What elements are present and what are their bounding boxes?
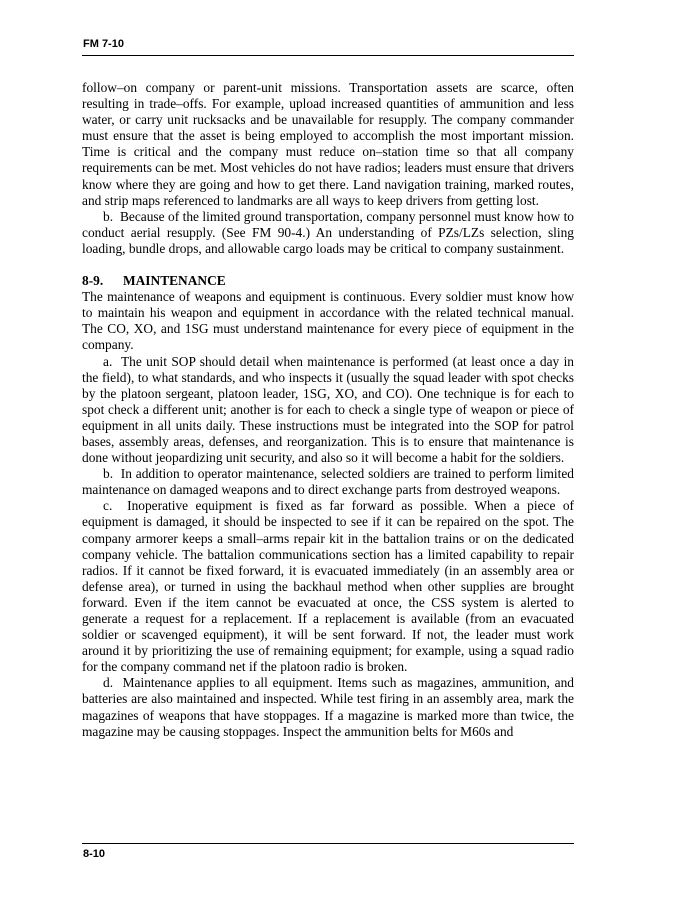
page-number: 8-10 (83, 848, 106, 860)
paragraph-c-inoperative-equipment: c. Inoperative equipment is fixed as far forward as possible. When a piece of equipment is damaged, it should be inspected to see if it can be repaired on the spot. The company armorer keeps a small–arms repair kit in the battalion trains or on the dedicated company vehicle. The battalion communications section has a limited capability to repair radios. If it cannot be fixed forward, it is evacuated immediately (in an assembly area or defense area), or turned in using the backhaul method when other supplies are brought forward. Even if the item cannot be evacuated at once, the CSS system is alerted to generate a request for a replacement. If a replacement is available (from an evacuated soldier or scavenged equipment), it will be sent forward. If not, the leader must work around it by prioritizing the use of remaining equipment; for example, using a squad radio for the company command net if the platoon radio is broken. (82, 498, 574, 675)
header-rule (82, 55, 574, 56)
paragraph-d-all-equipment: d. Maintenance applies to all equipment. Items such as magazines, ammunition, and batteries are also maintained and inspected. While test firing in an assembly area, mark the magazines of weapons that have stoppages. If a magazine is marked more than twice, the magazine may be causing stoppages. Inspect the ammunition belts for M60s and (82, 675, 574, 739)
section-heading (82, 273, 574, 289)
section-title: MAINTENANCE (123, 273, 226, 289)
section-intro: The maintenance of weapons and equipment is continuous. Every soldier must know how to maintain his weapon and equipment in accordance with the related technical manual. The CO, XO, and 1SG must understand maintenance for every piece of equipment in the company. (82, 289, 574, 353)
section-number: 8-9. (82, 273, 104, 289)
paragraph-a-sop: a. The unit SOP should detail when maintenance is performed (at least once a day in the field), to what standards, and who inspects it (usually the squad leader with spot checks by the platoon sergeant, platoon leader, 1SG, XO, and CO). One technique is for each to spot check a different unit; another is for each to check a single type of weapon or piece of equipment in all units daily. These instructions must be integrated into the SOP for patrol bases, assembly areas, defenses, and reorganization. This is to ensure that maintenance is done without jeopardizing unit security, and also so it will become a habit for the soldiers. (82, 353, 574, 466)
paragraph-b-operator-maintenance: b. In addition to operator maintenance, selected soldiers are trained to perform limited maintenance on damaged weapons and to direct exchange parts from destroyed weapons. (82, 466, 574, 498)
body-text (82, 80, 574, 740)
paragraph-continuation: follow–on company or parent-unit missions. Transportation assets are scarce, often resulting in trade–offs. For example, upload increased quantities of ammunition and less water, or carry unit rucksacks and be unavailable for resupply. The company commander must ensure that the asset is being employed to accomplish the most important mission. Time is critical and the company must reduce on–station time so that all company requirements can be met. Most vehicles do not have radios; leaders must ensure that drivers know where they are going and how to get there. Land navigation training, marked routes, and strip maps referenced to landmarks are all ways to keep drivers from getting lost. (82, 80, 574, 208)
footer-rule (82, 843, 574, 844)
running-header: FM 7-10 (83, 38, 124, 50)
paragraph-b-aerial-resupply: b. Because of the limited ground transportation, company personnel must know how to conduct aerial resupply. (See FM 90-4.) An understanding of PZs/LZs selection, sling loading, bundle drops, and allowable cargo loads may be critical to company sustainment. (82, 208, 574, 256)
